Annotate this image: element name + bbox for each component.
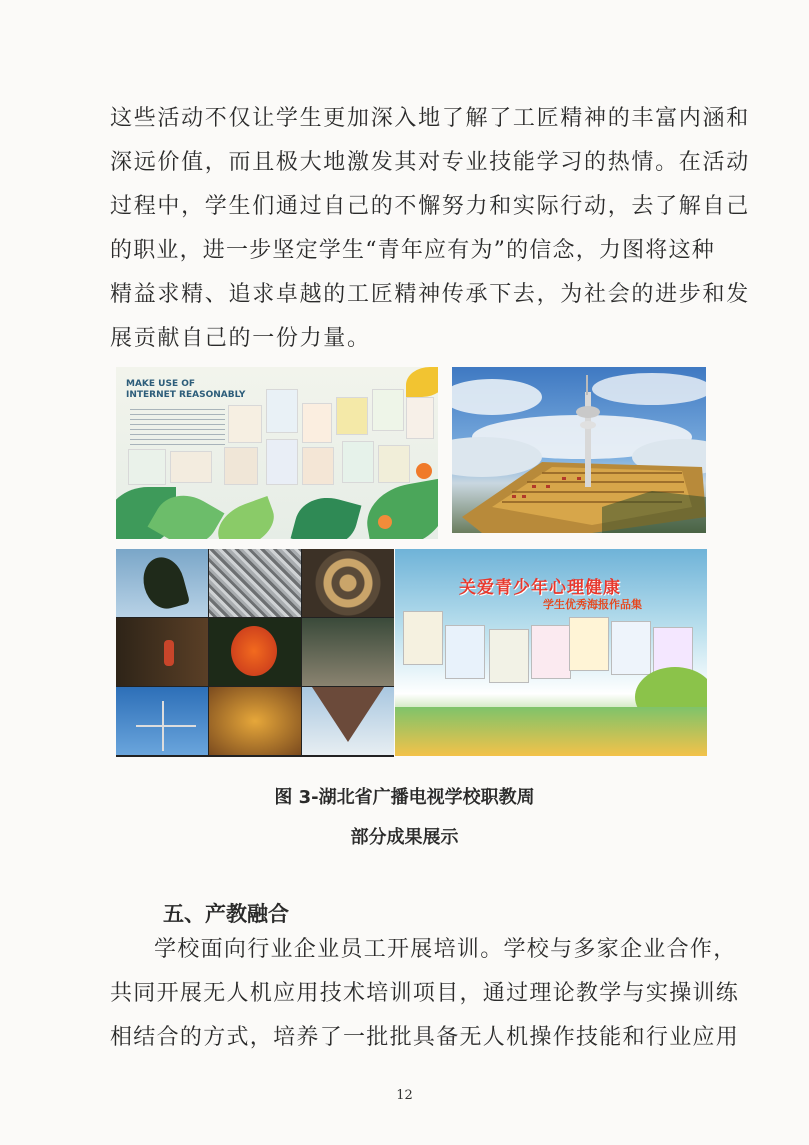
poster-title-line: INTERNET REASONABLY <box>126 390 246 400</box>
text-line: 过程中，学生们通过自己的不懈努力和实际行动，去了解自己 <box>110 194 750 219</box>
grid-photo-rockery <box>302 618 394 686</box>
page-number: 12 <box>396 1088 413 1103</box>
poster-card <box>336 397 368 435</box>
grid-photo-ginkgo <box>209 687 301 755</box>
grid-photo-inverted-triangle <box>302 687 394 755</box>
mini-poster <box>531 625 571 679</box>
paragraph-industry-education <box>110 928 740 1060</box>
text-line: 的职业，进一步坚定学生“青年应有为”的信念，力图将这种 <box>110 238 715 263</box>
section-heading: 五、产教融合 <box>163 902 289 926</box>
poster-body-text <box>130 409 225 445</box>
poster-card <box>406 397 434 439</box>
decor-flower <box>378 515 392 529</box>
mini-poster <box>403 611 443 665</box>
grid-photo-red-flower <box>209 618 301 686</box>
poster-card <box>302 447 334 485</box>
poster-card <box>342 441 374 483</box>
poster-card <box>302 403 332 443</box>
poster-card <box>128 449 166 485</box>
photo-internet-poster-wall <box>116 367 438 539</box>
poster-card <box>266 439 298 485</box>
grid-photo-leaf <box>116 549 208 617</box>
poster-card <box>372 389 404 431</box>
poster-card <box>170 451 212 483</box>
paragraph-activities <box>110 97 750 361</box>
tower-model-scene <box>452 367 706 533</box>
grid-photo-spiral-structure <box>302 549 394 617</box>
text-line: 相结合的方式，培养了一批批具备无人机操作技能和行业应用 <box>110 1025 740 1050</box>
grid-photo-lamp <box>116 618 208 686</box>
photo-grid-nature <box>116 549 394 757</box>
poster-title <box>126 379 245 401</box>
decor-grass <box>395 707 707 756</box>
decor-flower <box>416 463 432 479</box>
text-line: 学校面向行业企业员工开展培训。学校与多家企业合作， <box>154 937 737 962</box>
photo-psychology-poster-collection <box>395 549 707 756</box>
grid-photo-antenna <box>116 687 208 755</box>
grid-photo-metal-shavings <box>209 549 301 617</box>
text-line: 精益求精、追求卓越的工匠精神传承下去，为社会的进步和发 <box>110 282 750 307</box>
decor-leaf <box>406 367 438 397</box>
text-line: 共同开展无人机应用技术培训项目，通过理论教学与实操训练 <box>110 981 740 1006</box>
text-line: 展贡献自己的一份力量。 <box>110 326 371 351</box>
mini-poster <box>611 621 651 675</box>
mini-poster <box>489 629 529 683</box>
text-line: 深远价值，而且极大地激发其对专业技能学习的热情。在活动 <box>110 150 750 175</box>
poster-card <box>266 389 298 433</box>
poster-collection-title: 关爱青少年心理健康 <box>459 578 621 598</box>
decor-leaf <box>291 490 362 539</box>
mini-poster <box>445 625 485 679</box>
figure-caption-line1: 图 3-湖北省广播电视学校职教周 <box>274 787 535 808</box>
mini-poster <box>569 617 609 671</box>
poster-card <box>378 445 410 483</box>
poster-title-line: MAKE USE OF <box>126 379 196 389</box>
poster-card <box>228 405 262 443</box>
text-line: 这些活动不仅让学生更加深入地了解了工匠精神的丰富内涵和 <box>110 106 750 131</box>
poster-collection-subtitle: 学生优秀海报作品集 <box>543 598 642 611</box>
poster-card <box>224 447 258 485</box>
decor-leaf <box>361 479 438 539</box>
figure-caption-line2: 部分成果展示 <box>350 827 459 848</box>
photo-tower-model <box>452 367 706 533</box>
